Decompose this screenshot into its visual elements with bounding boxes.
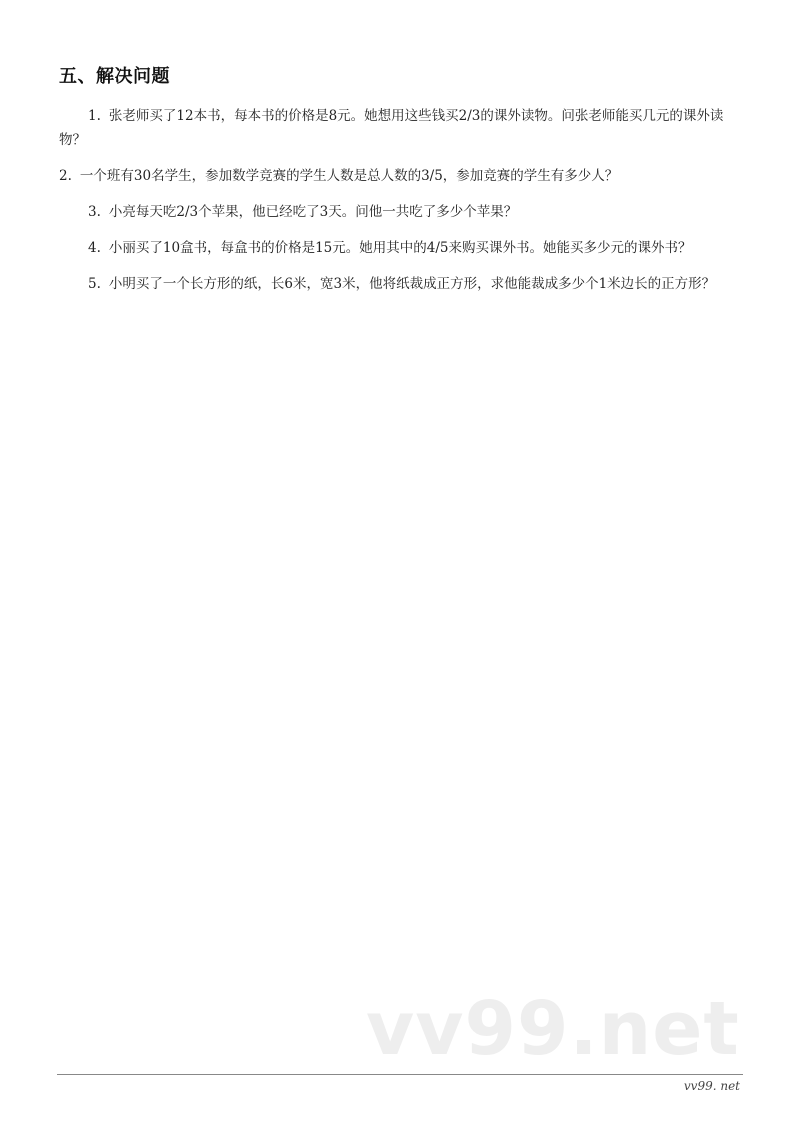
- question-text: 小明买了一个长方形的纸，长6米，宽3米，他将纸裁成正方形，求他能裁成多少个1米边长的正方形？: [108, 276, 716, 292]
- question-2: [59, 164, 749, 188]
- question-number: 3.: [88, 204, 101, 220]
- watermark: vv99.net: [366, 986, 740, 1072]
- question-number: 4.: [88, 240, 101, 256]
- question-list: [59, 104, 749, 308]
- question-number: 2.: [59, 168, 72, 184]
- question-1: [59, 104, 749, 152]
- question-text: 小丽买了10盒书，每盒书的价格是15元。她用其中的4/5来购买课外书。她能买多少元的课外书？: [108, 240, 692, 256]
- question-number: 5.: [88, 276, 101, 292]
- question-text: 一个班有30名学生，参加数学竞赛的学生人数是总人数的3/5，参加竞赛的学生有多少人？: [79, 168, 619, 184]
- footer-site-label: vv99. net: [683, 1079, 740, 1093]
- question-text: 张老师买了12本书，每本书的价格是8元。她想用这些钱买2/3的课外读物。问张老师能买几元的课外读物？: [59, 108, 724, 148]
- footer-divider: [57, 1074, 743, 1075]
- question-4: [59, 236, 749, 260]
- question-text: 小亮每天吃2/3个苹果，他已经吃了3天。问他一共吃了多少个苹果？: [108, 204, 518, 220]
- question-3: [59, 200, 749, 224]
- section-title: 五、解决问题: [59, 66, 170, 87]
- question-5: [59, 272, 749, 296]
- question-number: 1.: [88, 108, 101, 124]
